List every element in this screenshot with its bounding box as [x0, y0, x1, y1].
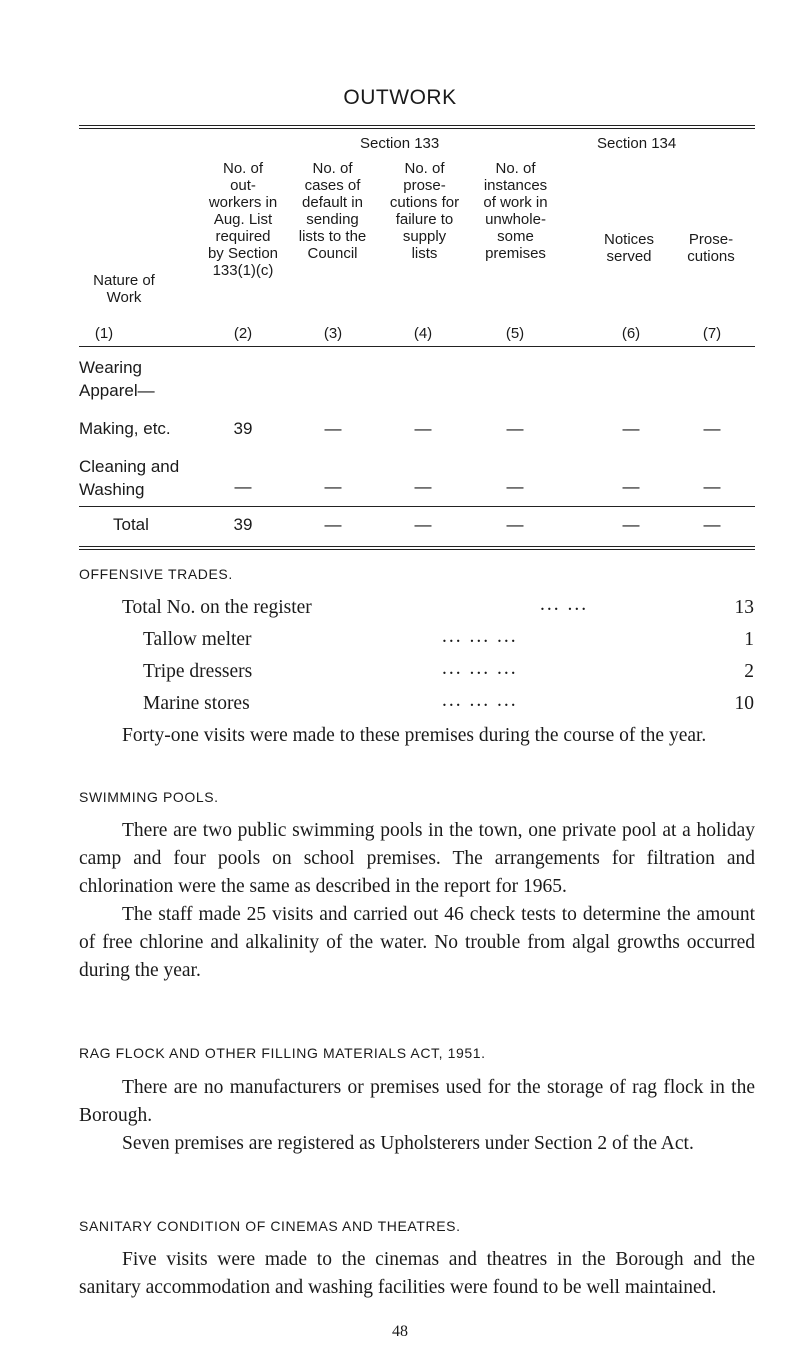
table-top-rule-2 — [79, 128, 755, 129]
col-header-5: No. of instances of work in unwhole- some premises — [483, 160, 548, 262]
tallow-item-value: 1 — [744, 629, 754, 650]
swimming-paragraph-1: There are two public swimming pools in the town, one private pool at a holiday camp and four pools on school premises. The arrangements for filtration and chlorination were the same as described in the report for 1965. — [79, 820, 755, 897]
row-cleaning-col6: — — [622, 477, 640, 496]
col-header-1: Nature of Work — [93, 272, 155, 306]
col-num-1: (1) — [94, 325, 114, 342]
rag-flock-heading: RAG FLOCK AND OTHER FILLING MATERIALS ACT, 1951. — [79, 1045, 486, 1061]
tallow-item-label: Tallow melter — [143, 629, 252, 650]
tripe-item-value: 2 — [744, 661, 754, 682]
tripe-item-dots: ... ... ... — [442, 658, 518, 679]
cinemas-paragraph-1: Five visits were made to the cinemas and theatres in the Borough and the sanitary accommodation and washing facilities were found to be well maintained. — [79, 1249, 755, 1298]
total-col3: — — [324, 515, 342, 534]
total-col6: — — [622, 515, 640, 534]
swimming-pools-text — [79, 817, 755, 985]
rag-flock-text — [79, 1074, 755, 1158]
row-label-making: Making, etc. — [79, 419, 171, 438]
col-num-2: (2) — [233, 325, 253, 342]
offensive-trades-text — [79, 722, 755, 750]
row-cleaning-col3: — — [324, 477, 342, 496]
register-item-dots: ... ... — [540, 594, 589, 615]
row-making-col7: — — [703, 419, 721, 438]
row-label-cleaning: Cleaning and Washing — [79, 457, 180, 499]
cinemas-text — [79, 1246, 755, 1302]
category-label: Wearing Apparel— — [79, 358, 155, 400]
col-header-6: Notices served — [603, 231, 655, 265]
rag-flock-paragraph-1: There are no manufacturers or premises used for the storage of rag flock in the Borough. — [79, 1077, 755, 1126]
offensive-trades-heading: OFFENSIVE TRADES. — [79, 566, 233, 582]
col-header-4: No. of prose- cutions for failure to supply lists — [389, 160, 460, 262]
register-item-value: 13 — [734, 597, 754, 618]
section-133-header: Section 133 — [360, 135, 440, 152]
header-bottom-rule — [79, 346, 755, 347]
rag-flock-paragraph-2: Seven premises are registered as Upholsterers under Section 2 of the Act. — [122, 1133, 694, 1154]
total-col4: — — [414, 515, 432, 534]
page-number: 48 — [392, 1323, 408, 1340]
marine-item-label: Marine stores — [143, 693, 250, 714]
row-cleaning-col5: — — [506, 477, 524, 496]
col-num-4: (4) — [413, 325, 433, 342]
col-header-3: No. of cases of default in sending lists to the Council — [298, 160, 367, 262]
total-col7: — — [703, 515, 721, 534]
marine-item-value: 10 — [734, 693, 754, 714]
register-item-label: Total No. on the register — [122, 597, 312, 618]
row-cleaning-col2: — — [234, 477, 252, 496]
total-label: Total — [113, 515, 149, 534]
row-making-col2: 39 — [233, 419, 253, 438]
row-making-col4: — — [414, 419, 432, 438]
col-num-5: (5) — [505, 325, 525, 342]
col-num-7: (7) — [702, 325, 722, 342]
page-title: OUTWORK — [343, 86, 457, 109]
swimming-paragraph-2: The staff made 25 visits and carried out 46 check tests to determine the amount of free chlorine and alkalinity of the water. No trouble from algal growths occurred during the year. — [79, 904, 755, 981]
total-col2: 39 — [233, 515, 253, 534]
col-header-2: No. of out- workers in Aug. List required by Section 133(1)(c) — [207, 160, 279, 279]
swimming-pools-heading: SWIMMING POOLS. — [79, 789, 219, 805]
total-top-rule — [79, 506, 755, 507]
col-num-3: (3) — [323, 325, 343, 342]
section-134-header: Section 134 — [597, 135, 677, 152]
tallow-item-dots: ... ... ... — [442, 626, 518, 647]
table-bottom-rule — [79, 546, 755, 547]
table-top-rule — [79, 125, 755, 126]
row-cleaning-col4: — — [414, 477, 432, 496]
table-bottom-rule-2 — [79, 549, 755, 550]
total-col5: — — [506, 515, 524, 534]
row-cleaning-col7: — — [703, 477, 721, 496]
row-making-col6: — — [622, 419, 640, 438]
tripe-item-label: Tripe dressers — [143, 661, 253, 682]
marine-item-dots: ... ... ... — [442, 690, 518, 711]
cinemas-heading: SANITARY CONDITION OF CINEMAS AND THEATRES. — [79, 1218, 461, 1234]
col-num-6: (6) — [621, 325, 641, 342]
row-making-col3: — — [324, 419, 342, 438]
offensive-trades-paragraph: Forty-one visits were made to these premises during the course of the year. — [122, 725, 707, 746]
col-header-7: Prose- cutions — [687, 231, 735, 265]
row-making-col5: — — [506, 419, 524, 438]
